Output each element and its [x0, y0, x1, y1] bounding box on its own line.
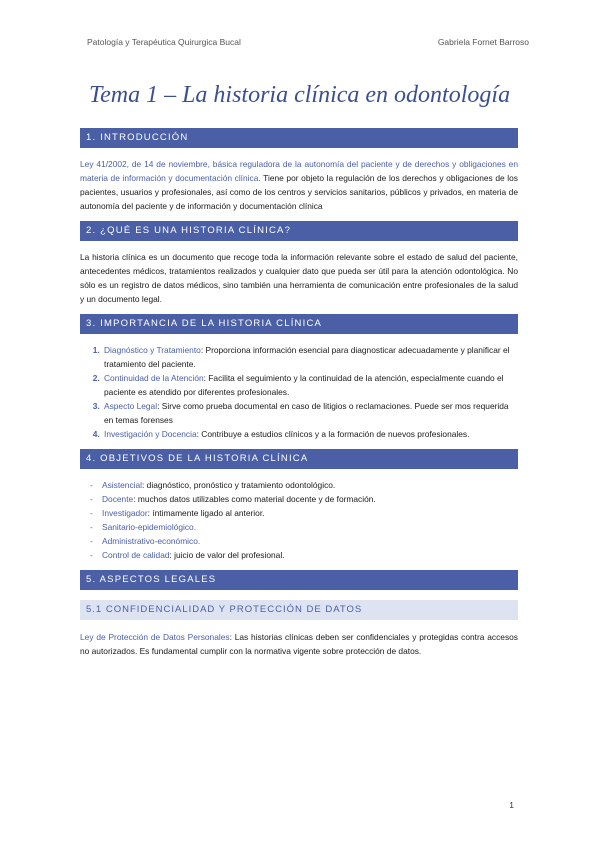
document-body	[80, 122, 518, 666]
list-item: - Asistencial: diagnóstico, pronóstico y tratamiento odontológico.	[90, 478, 518, 492]
section-heading-objetivos: 4. OBJETIVOS DE LA HISTORIA CLÍNICA	[80, 449, 518, 469]
list-item: - Investigador: íntimamente ligado al anterior.	[90, 506, 518, 520]
law-reference: Ley de Protección de Datos Personales	[80, 632, 230, 642]
importancia-list	[80, 343, 518, 441]
page-number: 1	[509, 800, 514, 810]
law-reference: Ley 41/2002, de 14 de noviembre, básica reguladora de la autonomía del paciente y de derechos y obligaciones en materia de información y documentación clínica.	[80, 159, 518, 183]
section-heading-importancia: 3. IMPORTANCIA DE LA HISTORIA CLÍNICA	[80, 314, 518, 334]
list-item: 4. Investigación y Docencia: Contribuye a estudios clínicos y a la formación de nuevos profesionales.	[102, 427, 518, 441]
subsection-heading-confidencialidad: 5.1 CONFIDENCIALIDAD Y PROTECCIÓN DE DATOS	[80, 600, 518, 620]
section-heading-que-es: 2. ¿QUÉ ES UNA HISTORIA CLÍNICA?	[80, 221, 518, 241]
section-heading-introduccion: 1. INTRODUCCIÓN	[80, 128, 518, 148]
list-item: 2. Continuidad de la Atención: Facilita el seguimiento y la continuidad de la atención, especialmente cuando el paciente es atendido por diferentes profesionales.	[102, 371, 518, 399]
list-item: - Control de calidad: juicio de valor del profesional.	[90, 548, 518, 562]
running-header	[87, 37, 529, 47]
paragraph-que-es: La historia clínica es un documento que recoge toda la información relevante sobre el estado de salud del paciente, antecedentes médicos, tratamientos realizados y cualquier dato que pueda ser útil para la atención odontológica. No sólo es un registro de datos médicos, sino también una herramienta de comunicación entre profesionales de la salud y un documento legal.	[80, 252, 518, 304]
paragraph-confidencialidad: Ley de Protección de Datos Personales: Las historias clínicas deben ser confidenciales y protegidas contra accesos no autorizados. Es fundamental cumplir con la normativa vigente sobre protección de datos.	[80, 632, 518, 656]
list-item: 1. Diagnóstico y Tratamiento: Proporciona información esencial para diagnosticar adecuadamente y planificar el tratamiento del paciente.	[102, 343, 518, 371]
list-item: 3. Aspecto Legal: Sirve como prueba documental en caso de litigios o reclamaciones. Puede ser mos requerida en temas forenses	[102, 399, 518, 427]
section-heading-aspectos-legales: 5. ASPECTOS LEGALES	[80, 570, 518, 590]
paragraph-introduccion: Ley 41/2002, de 14 de noviembre, básica reguladora de la autonomía del paciente y de derechos y obligaciones en materia de información y documentación clínica. Tiene por objeto la regulación de los derechos y obligaciones de los pacientes, usuarios y profesionales, así como de los centros y servicios sanitarios, públicos y privados, en materia de autonomía del paciente y de información y documentación clínica	[80, 159, 518, 211]
list-item: - Sanitario-epidemiológico.	[90, 520, 518, 534]
list-item: - Docente: muchos datos utilizables como material docente y de formación.	[90, 492, 518, 506]
header-author: Gabriela Fornet Barroso	[437, 37, 529, 47]
document-title: Tema 1 – La historia clínica en odontología	[88, 82, 511, 108]
objetivos-list	[80, 478, 518, 562]
list-item: - Administrativo-económico.	[90, 534, 518, 548]
header-course: Patología y Terapéutica Quirurgica Bucal	[87, 37, 241, 47]
